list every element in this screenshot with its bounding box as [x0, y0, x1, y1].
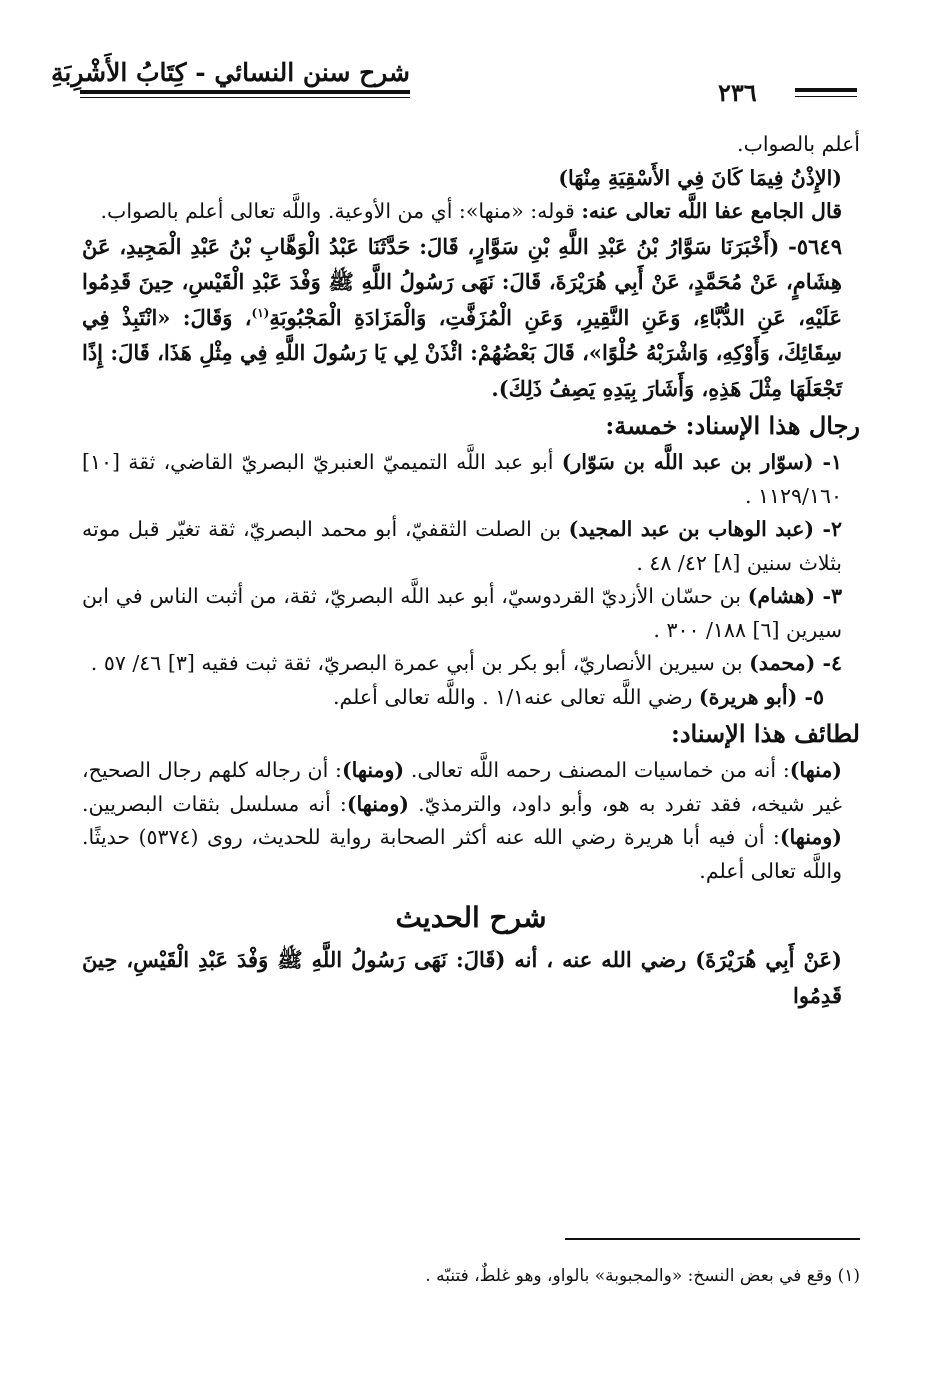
jami-label: قال الجامع عفا اللَّه تعالى عنه: [581, 199, 842, 223]
page-number-rule-thin [795, 96, 857, 97]
sharh-first-line: (عَنْ أَبِي هُرَيْرَةَ) رضي الله عنه ، أنه (قَالَ: نَهَى رَسُولُ اللَّهِ ﷺ وَفْدَ عَبْدِ الْقَيْسِ، حِينَ قَدِمُوا [82, 947, 842, 1008]
lataif-text: : أن رجاله كلهم رجال الصحيح، غير شيخه، فقد تفرد به هو، وأبو داود، والترمذيّ. [82, 758, 842, 816]
narrator-item [82, 681, 860, 715]
footnote-marker: (١) [251, 305, 270, 320]
narrator-text: بن حسّان الأزديّ القردوسيّ، أبو عبد اللَّه البصريّ، ثقة، من أثبت الناس في ابن سيرين [٦] ١٨٨/ ٣٠٠ . [82, 584, 842, 642]
intro-line: أعلم بالصواب. [737, 132, 860, 156]
hadith-paragraph [82, 229, 860, 407]
running-title: شرح سنن النسائي - كِتَابُ الأَشْرِبَةِ [50, 58, 410, 87]
narrator-name: ٤- (محمد) [749, 651, 842, 675]
lataif-heading: لطائف هذا الإسناد: [670, 719, 860, 748]
lataif-label: (ومنها) [346, 791, 409, 816]
chapter-title: (الإِذْنُ فِيمَا كَانَ فِي الأَسْقِيَةِ مِنْهَا) [558, 165, 842, 190]
hadith-text-continued: ، وَقَالَ: «انْتَبِذْ فِي سِقَائِكَ، وَأَوْكِهِ، وَاشْرَبْهُ حُلْوًا»، قَالَ بَعْضُهُمْ: ائْذَنْ لِي يَا رَسُولَ اللَّهِ فِي مِثْلِ هَذَا، قَالَ: إِذًا تَجْعَلَهَا مِثْلَ هَذِهِ، وَأَشَارَ بِيَدِهِ يَصِفُ ذَلِكَ). [82, 304, 842, 401]
narrator-name: ١- (سوّار بن عبد اللَّه بن سَوّار) [561, 450, 842, 474]
sharh-heading: شرح الحديث [395, 901, 547, 934]
jami-paragraph [82, 195, 860, 229]
narrator-text: بن الصلت الثقفيّ، أبو محمد البصريّ، ثقة تغيّر قبل موته بثلاث سنين [٨] ٤٢/ ٤٨ . [82, 517, 842, 575]
footnote-rule [565, 1238, 860, 1240]
narrator-name: ٥- (أبو هريرة) [698, 684, 824, 709]
narrator-item [82, 647, 860, 681]
lataif-text: : أن فيه أبا هريرة رضي الله عنه أكثر الصحابة رواية للحديث، روى (٥٣٧٤) حديثًا. واللَّه تعالى أعلم. [82, 825, 842, 883]
page-body [82, 128, 860, 1013]
lataif-label: (ومنها) [341, 758, 405, 782]
narrator-name: ٢- (عبد الوهاب بن عبد المجيد) [568, 517, 842, 541]
lataif-label: (ومنها) [779, 825, 842, 849]
header-rule [80, 90, 410, 94]
narrator-item [82, 446, 860, 513]
narrator-text: بن سيرين الأنصاريّ، أبو بكر بن أبي عمرة البصريّ، ثقة ثبت فقيه [٣] ٤٦/ ٥٧ . [90, 651, 750, 675]
page-number: ٢٣٦ [718, 78, 757, 107]
lataif-text: : أنه من خماسيات المصنف رحمه اللَّه تعالى. [404, 758, 790, 782]
header-rule-thin [80, 97, 410, 98]
footnote: (١) وقع في بعض النسخ: «والمجبوبة» بالواو، وهو غلطٌ، فتنبّه . [425, 1266, 860, 1286]
narrator-name: ٣- (هشام) [747, 584, 842, 608]
hadith-text: ٥٦٤٩- (أَخْبَرَنَا سَوَّارُ بْنُ عَبْدِ اللَّهِ بْنِ سَوَّارٍ، قَالَ: حَدَّثَنَا عَبْدُ الْوَهَّابِ بْنُ عَبْدِ الْمَجِيدِ، عَنْ هِشَامٍ، عَنْ مُحَمَّدٍ، عَنْ أَبِي هُرَيْرَةَ، قَالَ: نَهَى رَسُولُ اللَّهِ ﷺ وَفْدَ عَبْدِ الْقَيْسِ، حِينَ قَدِمُوا عَلَيْهِ، عَنِ الدُّبَّاءِ، وَعَنِ النَّقِيرِ، وَعَنِ الْمُزَفَّتِ، وَالْمَزَادَةِ الْمَجْبُوبَةِ [82, 233, 842, 330]
narrator-text: أبو عبد اللَّه التميميّ العنبريّ البصريّ القاضي، ثقة [١٠] ١١٢٩/١٦٠ . [82, 450, 842, 508]
page-number-rule [795, 88, 857, 92]
lataif-paragraph [82, 754, 860, 888]
narrator-text: رضي اللَّه تعالى عنه١/١ . واللَّه تعالى أعلم. [332, 684, 699, 709]
jami-text: قوله: «منها»: أي من الأوعية. واللَّه تعالى أعلم بالصواب. [100, 199, 582, 223]
narrator-item [82, 513, 860, 580]
lataif-text: : أنه مسلسل بثقات البصريين. [82, 791, 347, 816]
narrators-heading: رجال هذا الإسناد: خمسة: [605, 411, 860, 440]
narrator-item [82, 580, 860, 647]
lataif-label: (منها) [789, 758, 842, 782]
